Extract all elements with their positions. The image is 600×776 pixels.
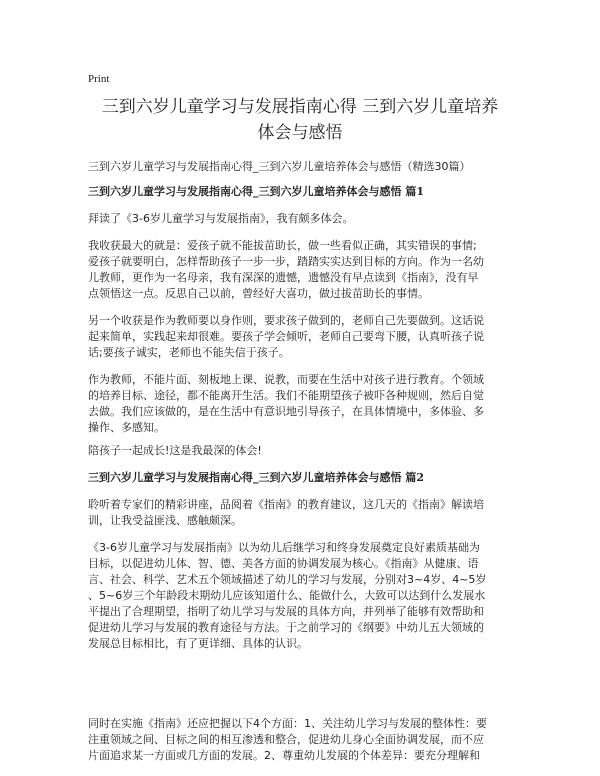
paragraph <box>88 497 516 529</box>
text-line: 作为教师，不能片面、刻板地上课、说教，而要在生活中对孩子进行教育。个领域 <box>88 373 484 386</box>
paragraph <box>88 313 516 361</box>
text-line: 、5~6岁三个年龄段末期幼儿应该知道什么、能做什么，大致可以达到什么发展水 <box>88 589 486 602</box>
title-line-1: 三到六岁儿童学习与发展指南心得 三到六岁儿童培养 <box>101 97 499 117</box>
page-title <box>88 94 512 146</box>
paragraph <box>88 540 516 652</box>
text-line: 目标，以促进幼儿体、智、德、美各方面的协调发展为核心。《指南》从健康、语 <box>88 557 479 570</box>
text-line: 促进幼儿学习与发展的教育途径与方法。于之前学习的《纲要》中幼儿五大领域的 <box>88 621 484 634</box>
paragraph <box>88 372 516 436</box>
title-line-2: 体会与感悟 <box>257 123 343 143</box>
text-line: 的培养目标、途径，都不能离开生活。我们不能期望孩子被吓各种规则，然后自觉 <box>88 389 484 402</box>
text-line: 注重领域之间、目标之间的相互渗透和整合，促进幼儿身心全面协调发展，而不应 <box>88 733 484 746</box>
document-subtitle: 三到六岁儿童学习与发展指南心得_三到六岁儿童培养体会与感悟（精选30篇） <box>88 160 471 173</box>
paragraph <box>88 211 516 227</box>
text-line: 爱孩子就要明白，怎样帮助孩子一步一步，踏踏实实达到目标的方向。作为一名幼 <box>88 255 484 268</box>
text-line: 发展总目标相比，有了更详细、具体的认识。 <box>88 637 308 650</box>
text-line: 去做。我们应该做的，是在生活中有意识地引导孩子，在具体情境中，多体验、多 <box>88 405 484 418</box>
section-heading-2: 三到六岁儿童学习与发展指南心得_三到六岁儿童培养体会与感悟 篇2 <box>88 471 424 484</box>
text-line: 操作、多感知。 <box>88 421 165 434</box>
paragraph <box>88 238 516 302</box>
text-line: 点领悟这一点。反思自己以前，曾经好大喜功，做过拔苗助长的事情。 <box>88 287 429 300</box>
text-line: 起来简单，实践起来却很难。要孩子学会倾听，老师自己要弯下腰，认真听孩子说 <box>88 330 484 343</box>
paragraph <box>88 716 516 764</box>
text-line: 片面追求某一方面或几方面的发展。2、尊重幼儿发展的个体差异：要充分理解和 <box>88 749 480 762</box>
text-line: 言、社会、科学、艺术五个领域描述了幼儿的学习与发展，分别对3~4岁、4~5岁 <box>88 573 487 586</box>
text-line: 《3-6岁儿童学习与发展指南》以为幼儿后继学习和终身发展奠定良好素质基础为 <box>88 541 480 554</box>
text-line: 平提出了合理期望，指明了幼儿学习与发展的具体方向，并列举了能够有效帮助和 <box>88 605 484 618</box>
text-line: 训，让我受益匪浅、感触颇深。 <box>88 514 242 527</box>
text-line: 拜读了《3-6岁儿童学习与发展指南》，我有颇多体会。 <box>88 212 354 225</box>
paragraph <box>88 443 516 459</box>
text-line: 话;要孩子诚实，老师也不能失信于孩子。 <box>88 346 290 359</box>
text-line: 聆听着专家们的精彩讲座，品阅着《指南》的教育建议，这几天的《指南》解读培 <box>88 498 484 511</box>
text-line: 另一个收获是作为教师要以身作则，要求孩子做到的，老师自己先要做到。这话说 <box>88 314 484 327</box>
section-heading-1: 三到六岁儿童学习与发展指南心得_三到六岁儿童培养体会与感悟 篇1 <box>88 185 424 198</box>
print-link[interactable]: Print <box>88 73 110 85</box>
text-line: 我收获最大的就是：爱孩子就不能拔苗助长，做一些看似正确，其实错误的事情; <box>88 239 477 252</box>
text-line: 儿教师，更作为一名母亲，我有深深的遗憾，遗憾没有早点读到《指南》，没有早 <box>88 271 479 284</box>
text-line: 同时在实施《指南》还应把握以下4个方面：1、关注幼儿学习与发展的整体性：要 <box>88 717 487 730</box>
text-line: 陪孩子一起成长!这是我最深的体会! <box>88 444 262 457</box>
